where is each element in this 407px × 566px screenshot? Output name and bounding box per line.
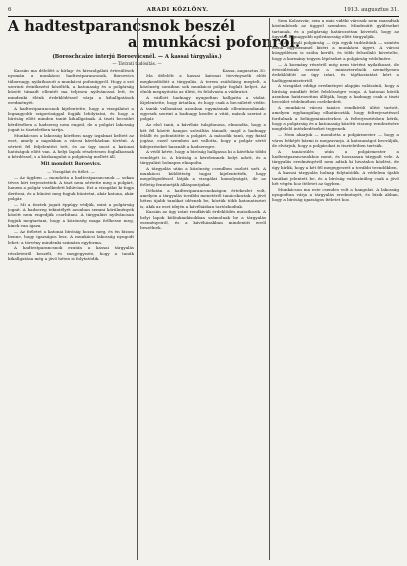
paragraph: Munkácson a lakosság körében nagy izgalmat keltett az eset, amely a napokban a városi kávéházban történt. A sértett fél feljelentést tett, és az ügy most a katonai hatóságok előtt van. A helyi lapok részletesen foglalkoznak a kérdéssel, s a közhangulat a polgárság mellett áll. [8, 132, 134, 160]
paragraph: — Az ítéletet a katonai bíróság hozza meg, és én bízom benne, hogy igazságos lesz. A munkácsi lakosság nyugodt lehet: a törvény mindenki számára egyforma. [8, 228, 134, 245]
paragraph: Kassán ma délelőtt a hírlap- és hírszolgálati értesülések nyomán a munkácsi hadtestparancsnok, Boroevics tábornagy, nyilatkozott a munkácsi pofonügyről. Hogy a szó szerinti érintkezést közölték, a katonaság és a polgárság között támadt ellentét ma teljesen nyilvánossá lett, és mindenki élénk érdeklődéssel várja a kihallgatások eredményét. [8, 68, 134, 106]
paragraph: — A kormány részéről még nem történt nyilatkozat, de értesülésünk szerint a miniszterelnök személyesen érdeklődött az ügy iránt, és tájékoztatást kért a hadügyminisztertől. [272, 61, 399, 83]
paragraph: — Az ügyben — mondotta a hadtestparancsnok — sokan téves hírt terjesztettek. A tiszt nem sértette meg a polgárt, hanem a polgár viselkedett kihívóan. Ezt a vizsgálat ki fogja deríteni, és a bűnöst meg fogjuk büntetni, akár katona, akár polgár. [8, 174, 134, 201]
paragraph: A kassai tárgyalás holnap folytatódik. A védelem újabb tanúkat jelentett be, és a bíróság valószínűleg csak a jövő hét végén hoz ítéletet az ügyben. [272, 170, 399, 187]
paragraph: A vizsgálat eddigi eredményei alapján valószínű, hogy a bíróság mindkét felet felelősségre vonja. A katonai körök azonban határozottan állítják, hogy a hadnagy csak a tiszti becsület védelmében cselekedett. [272, 83, 399, 105]
paragraph: A tanácsülés után a polgármester a hadtestparancsnokhoz ment, és hosszasan tárgyalt vele. A tárgyalás eredményéről nem adtak ki hivatalos közlést, de úgy hírlik, hogy a két fél megegyezett a további teendőkben. [272, 148, 399, 170]
paragraph: — Mi a tisztek jogait éppúgy védjük, mint a polgárság jogait. A hadsereg tekintélyét azonban semmi körülmények között nem engedjük csorbítani. A tárgyalást nyilvánosan fogjuk megtartani, hogy a közönség maga ítélhesse meg, kinek van igaza. [8, 201, 134, 229]
paragraph: A tárgyalás után a közönség csendben oszlott szét. A munkácsi küldöttség tagjai kijelentették, hogy megelégedéssel látják a vizsgálat komolyságát, de az ítéletig fenntartják álláspontjukat. [140, 165, 266, 187]
headline-line-2: a munkácsi pofonról. [128, 34, 300, 51]
column-rule-1 [137, 18, 138, 560]
newspaper-page [8, 4, 399, 562]
paragraph: A munkácsi városi tanács rendkívüli ülést tartott, amelyen egyhangúlag elhatározták, hogy felterjesztéssel fordulnak a belügyminiszterhez. A felterjesztésben kérik, hogy a polgárság és a katonaság közötti viszony rendezésére megfelelő intézkedéseket tegyenek. [272, 105, 399, 132]
newspaper-title: ARADI KÖZLÖNY. [146, 7, 209, 13]
section-heading: Mit mondott Boroevics. [40, 161, 102, 167]
paragraph: Délután a hadtestparancsnokságon értekezlet volt, amelyen a tárgyalás további menetéről tanácskoztak. A jövő héten újabb tanúkat idéznek be, köztük több katonatisztet is, akik az eset idején a kávéházban tartózkodtak. [140, 187, 266, 209]
paragraph: Kassán az ügy iránt rendkívüli érdeklődés mutatkozik. A helyi lapok különkiadásokban számolnak be a tárgyalás eseményeiről, és a kávéházakban mindenütt erről beszélnek. [140, 209, 266, 231]
paragraph: Az első tanú, a kávéház tulajdonosa, elmondta, hogy a két fél között hangos szóváltás támadt, majd a hadnagy felállt és pofonütötte a polgárt. A második tanú, egy fiatal jogász, ezzel szemben azt vallotta, hogy a polgár sértő kifejezéseket használt a hadseregre. [140, 122, 266, 149]
paragraph: Ma délelőtt a kassai katonai törvényszék előtt megkezdődött a tárgyalás. A terem zsúfolásig megtelt, a közönség soraiban sok munkácsi polgár foglalt helyet. Az elnök megnyitotta az ülést, és felolvasta a vádiratot. [140, 73, 266, 95]
headline-line-1: A hadtestparancsnok beszél [8, 18, 236, 35]
page-header [8, 4, 399, 17]
paragraph: — Az aradi polgárság — írja egyik tudósítónk — szintén élénk figyelemmel kíséri a munkácsi ügyet. A városi közgyűlésen is szóba került, és több felszólaló követelte, hogy a kormány tegyen lépéseket a polgárság védelmére. [272, 39, 399, 61]
paragraph: — Nem akarjuk — mondotta a polgármester — hogy a város békéjét bármi is megzavarja. A katonaságot becsüljük, de elvárjuk, hogy a polgárokat is tiszteletben tartsák. [272, 132, 399, 148]
column-1-body-b [8, 175, 134, 262]
paragraph: A vádlott hadnagy nyugodtan hallgatta a vádat. Kijelentette, hogy ártatlan, és hogy csak a becsületét védte. A tanúk vallomásai azonban egymásnak ellentmondanak: egyesek szerint a hadnagy kezdte a vitát, mások szerint a polgár. [140, 95, 266, 122]
paragraph: A hadtestparancsnok ezután a kassai tárgyalás részleteiről beszélt, és megjegyezte, hogy a tanúk kihallgatása még a jövő héten is folytatódik. [8, 245, 134, 261]
column-2-body [140, 73, 266, 230]
article-subhead: (Boroschcaize interjú Boroevicsnél. — A kassai tárgyalás.) [52, 54, 222, 60]
paragraph: Sem Kolozsvár, sem a más vidéki városok nem maradtak közömbösek az üggyel szemben. Mindenütt gyűléseket tartanak, és a polgárság határozottan követeli, hogy az ügyet a legnagyobb nyilvánosság előtt tárgyalják. [272, 18, 399, 40]
article-byline: — Távirati tudósítás. — [112, 61, 162, 66]
section-subheading: — Vizsgálat és ítélet. — [47, 168, 95, 174]
column-rule-2 [269, 18, 270, 560]
dateline: Kassa, augusztus 30. [222, 68, 266, 73]
text-column-2 [140, 68, 266, 562]
paragraph: A hadtestparancsnok kijelentette, hogy a vizsgálatot a legnagyobb szigorúsággal fogják lefolytatni, és hogy a bíróság előtt minden tanút kihallgatnak. A tiszti becsület kérdésében a hadsereg nem enged, de a polgári lakosság jogait is tiszteletben tartja. [8, 105, 134, 133]
column-1-body [8, 68, 134, 160]
paragraph: Munkácson ma este csendes volt a hangulat. A lakosság nyugodtan várja a tárgyalás eredményét, és bízik abban, hogy a bíróság igazságos ítéletet hoz. [272, 186, 399, 203]
column-3-body [272, 18, 399, 203]
text-column-3 [272, 18, 399, 562]
page-number: 6 [8, 7, 12, 13]
issue-date: 1913. augusztus 31. [343, 7, 399, 13]
paragraph: A védő kérte, hogy a bíróság hallgassa ki a kávéház többi vendégét is. A bíróság a kérelemnek helyt adott, és a tárgyalást holnapra elnapolta. [140, 149, 266, 166]
text-column-1 [8, 68, 134, 562]
